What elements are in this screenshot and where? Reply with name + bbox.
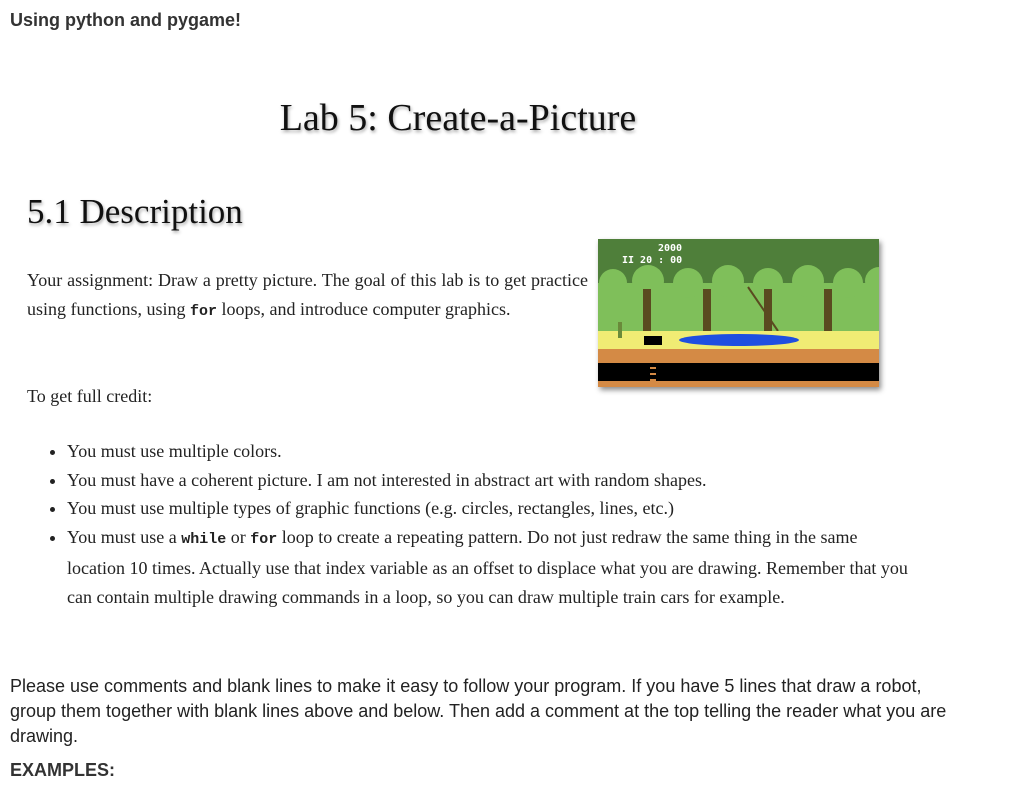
code-for: for xyxy=(190,303,218,320)
leaves xyxy=(598,265,879,333)
game-screenshot xyxy=(598,239,879,387)
page-header: Using python and pygame! xyxy=(10,10,242,30)
bullet4-text-1: You must use a xyxy=(67,526,182,547)
list-item: • You must have a coherent picture. I am not interested in abstract art with random shapes. xyxy=(67,466,917,495)
credit-intro: To get full credit: xyxy=(27,386,153,406)
code-while: while xyxy=(181,530,227,548)
list-item: • You must use multiple types of graphic functions (e.g. circles, rectangles, lines, etc.) xyxy=(67,494,917,523)
description-text-2: loops, and introduce computer graphics. xyxy=(217,299,511,319)
bullet4-or: or xyxy=(226,526,251,547)
examples-label: EXAMPLES: xyxy=(10,760,116,780)
game-scene xyxy=(598,239,879,387)
list-item xyxy=(67,523,917,612)
bullet4-text-2: loop to create a repeating pattern. Do not just redraw the same thing in the same location 10 times. Actually use that index variable as an offset to displace what you are drawing. Remember that you can contain multiple drawing commands in a loop, so you can draw multiple train cars for example. xyxy=(67,526,908,607)
requirements-list xyxy=(27,437,917,611)
player-sprite xyxy=(618,322,622,338)
hole xyxy=(644,336,662,345)
pond xyxy=(679,334,799,346)
tunnel xyxy=(598,363,879,381)
list-item: • You must use multiple colors. xyxy=(67,437,917,466)
code-for: for xyxy=(250,530,278,548)
description-text-1: Your assignment: Draw a pretty picture. The goal of this lab is to get practice using functions, using xyxy=(27,270,588,319)
lab-title: Lab 5: Create-a-Picture xyxy=(279,97,637,139)
section-title: 5.1 Description xyxy=(27,192,243,231)
description-paragraph xyxy=(27,266,588,326)
game-score: 2000 xyxy=(658,243,683,254)
game-timer: II 20 : 00 xyxy=(622,255,683,266)
footer-paragraph: Please use comments and blank lines to make it easy to follow your program. If you have 5 lines that draw a robot, group them together with blank lines above and below. Then add a comment at the top telling the reader what you are drawing. xyxy=(10,676,947,746)
